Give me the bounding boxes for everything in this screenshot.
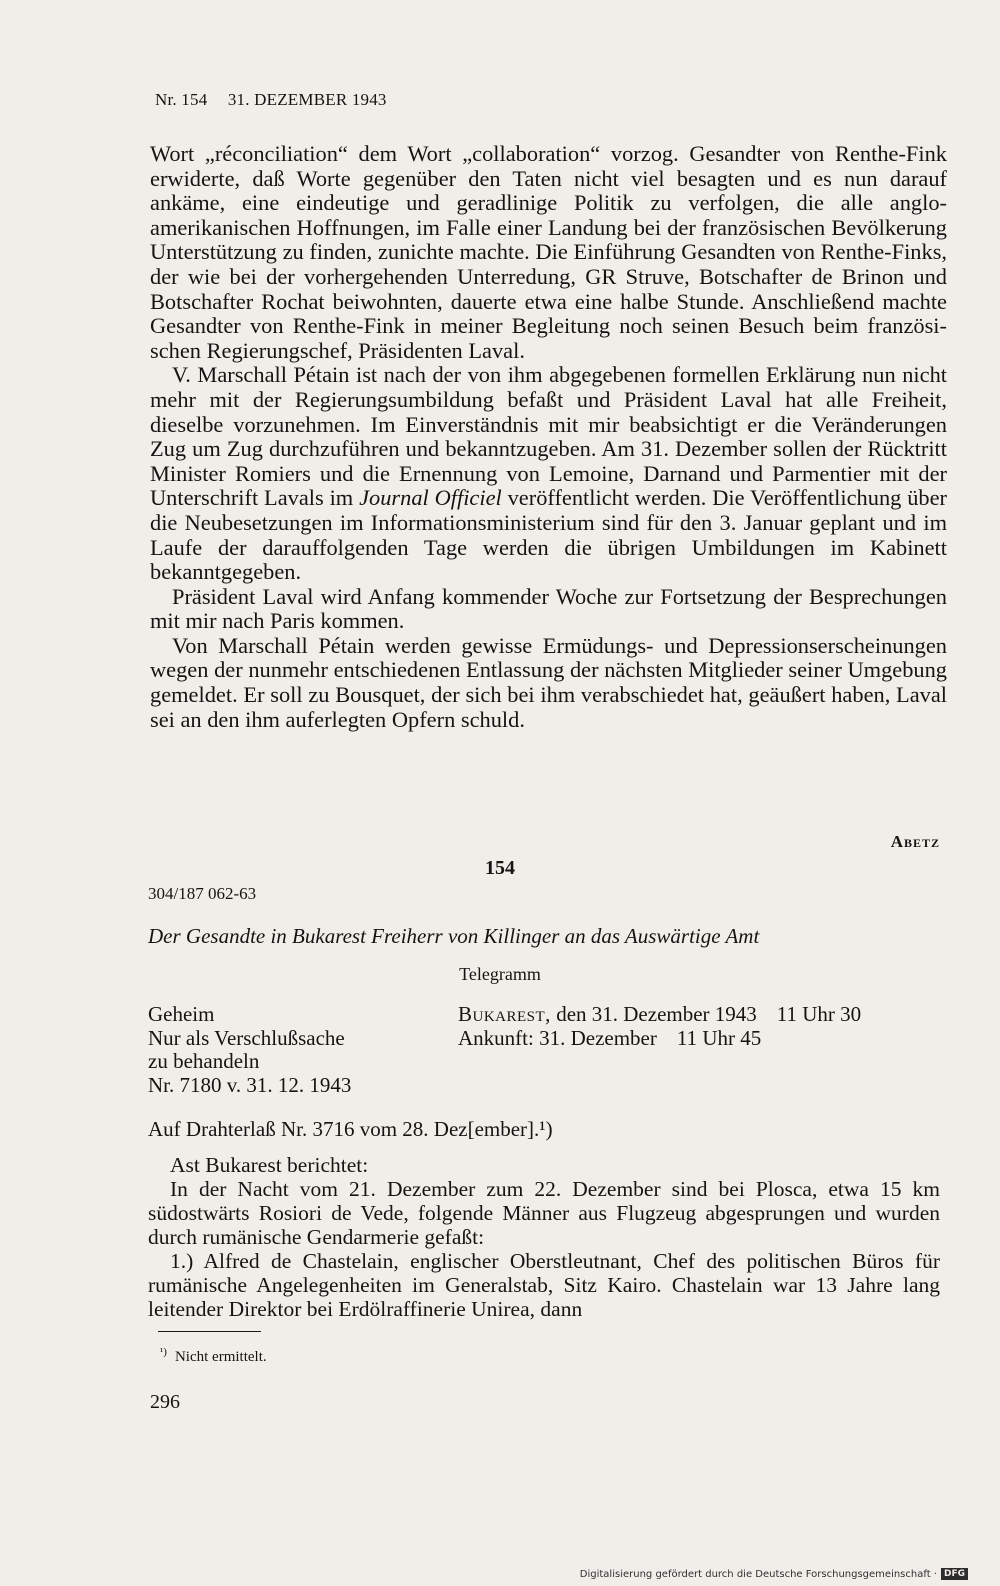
footnote-text: Nicht ermittelt.: [174, 1349, 267, 1365]
signature-abetz: Abetz: [890, 832, 940, 851]
classification-block: [148, 1003, 351, 1097]
classification-line: Nur als Verschlußsache: [148, 1025, 345, 1050]
footnote-marker: ¹): [160, 1346, 167, 1358]
paragraph-reconciliation: Wort „réconciliation“ dem Wort „collaboration“ vorzog. Gesandter von Renthe-Fink erwiderte, daß Worte gegenüber den Taten nicht viel besagten und es nun darauf ankäme, eine eindeutige und geradlinige Politik zu verfolgen, die alle anglo-amerikanischen Hoffnungen, im Falle einer Landung bei der französischen Bevölkerung Unterstützung zu finden, zunichte machte. Die Einführung Gesandten von Renthe-Finks, der wie bei der vorhergehenden Unterredung, GR Struve, Botschafter de Brinon und Botschafter Rochat beiwohnten, dauerte etwa eine halbe Stunde. Anschließend machte Gesandter von Renthe-Fink in meiner Begleitung noch seinen Besuch beim französischen Regierungschef, Präsidenten Laval.: [150, 141, 947, 363]
journal-officiel: Journal Officiel: [359, 485, 502, 511]
credit-text: Digitalisierung gefördert durch die Deutsche Forschungsgemeinschaft ·: [579, 1568, 937, 1580]
report-intro: Ast Bukarest berichtet:: [170, 1153, 369, 1177]
arrival-label: Ankunft: 31. Dezember: [458, 1025, 657, 1050]
page-number: 296: [150, 1391, 180, 1413]
report-paragraph: In der Nacht vom 21. Dezember zum 22. Dezember sind bei Plosca, etwa 15 km südostwärts Rosiori de Vede, folgende Männer aus Flugzeug abgesprungen und wurden durch rumänische Gendarmerie gefaßt:: [148, 1177, 940, 1249]
header-number: Nr. 154: [155, 90, 208, 109]
sent-date: den 31. Dezember 1943: [556, 1002, 757, 1026]
document-number: 154: [485, 857, 515, 879]
sent-time: 11 Uhr 30: [776, 1002, 862, 1026]
paragraph-laval: Präsident Laval wird Anfang kommender Woche zur Fortsetzung der Besprechungen mit mir nach Paris kommen.: [150, 583, 947, 634]
paragraph-petain: Von Marschall Pétain werden gewisse Ermüdungs- und Depressionserscheinungen wegen der nunmehr entschiedenen Entlassung der nächsten Mitglieder seiner Umgebung gemeldet. Er soll zu Bousquet, der sich bei ihm verabschiedet hat, geäußert haben, Laval sei an den ihm auferlegten Opfern schuld.: [150, 632, 947, 732]
arrival-line: [458, 1027, 861, 1051]
erlass-reference: Auf Drahterlaß Nr. 3716 vom 28. Dez[ember].¹): [148, 1117, 553, 1141]
running-header: [155, 90, 387, 110]
classification-line: Geheim: [148, 1002, 215, 1026]
sent-line: [458, 1003, 861, 1027]
report-text: [148, 1153, 940, 1321]
classification-line: Nr. 7180 v. 31. 12. 1943: [148, 1072, 352, 1097]
arrival-time: 11 Uhr 45: [676, 1025, 762, 1050]
dispatch-block: [458, 1003, 861, 1050]
continuation-text: [150, 142, 947, 732]
footnote-rule: [158, 1331, 261, 1332]
film-reference: 304/187 062-63: [148, 884, 257, 903]
report-paragraph: 1.) Alfred de Chastelain, englischer Oberstleutnant, Chef des politischen Büros für rumänische Angelegenheiten im Generalstab, Sitz Kairo. Chastelain war 13 Jahre lang leitender Direktor bei Erdölraffinerie Unirea, dann: [148, 1249, 940, 1321]
footnote: [160, 1346, 267, 1366]
dfg-logo-icon: DFG: [941, 1568, 968, 1580]
place: Bukarest,: [458, 1002, 551, 1026]
document-type: Telegramm: [459, 964, 541, 984]
classification-line: zu behandeln: [148, 1049, 260, 1073]
paragraph-v: V. Marschall Pétain ist nach der von ihm abgegebenen formellen Erklärung nun nicht mehr mit der Regierungsumbildung befaßt und Präsident Laval hat alle Freiheit, dieselbe vorzunehmen. Im Einverständnis mit mir beabsichtigt er die Veränderungen Zug um Zug durchzuführen und bekanntzugeben. Am 31. Dezember sollen der Rücktritt Minister Romiers und die Ernennung von Lemoine, Darnand und Parmentier mit der Unterschrift Lavals im Journal Officiel veröffentlicht werden. Die Veröffentlichung über die Neubesetzungen im Informationsministerium sind für den 3. Januar geplant und im Laufe der darauffolgenden Tage werden die übrigen Umbildungen im Kabinett bekanntgegeben.: [150, 362, 947, 585]
digitization-credit: [580, 1568, 968, 1580]
header-date: 31. DEZEMBER 1943: [227, 90, 387, 109]
document-title: Der Gesandte in Bukarest Freiherr von Killinger an das Auswärtige Amt: [148, 924, 760, 948]
